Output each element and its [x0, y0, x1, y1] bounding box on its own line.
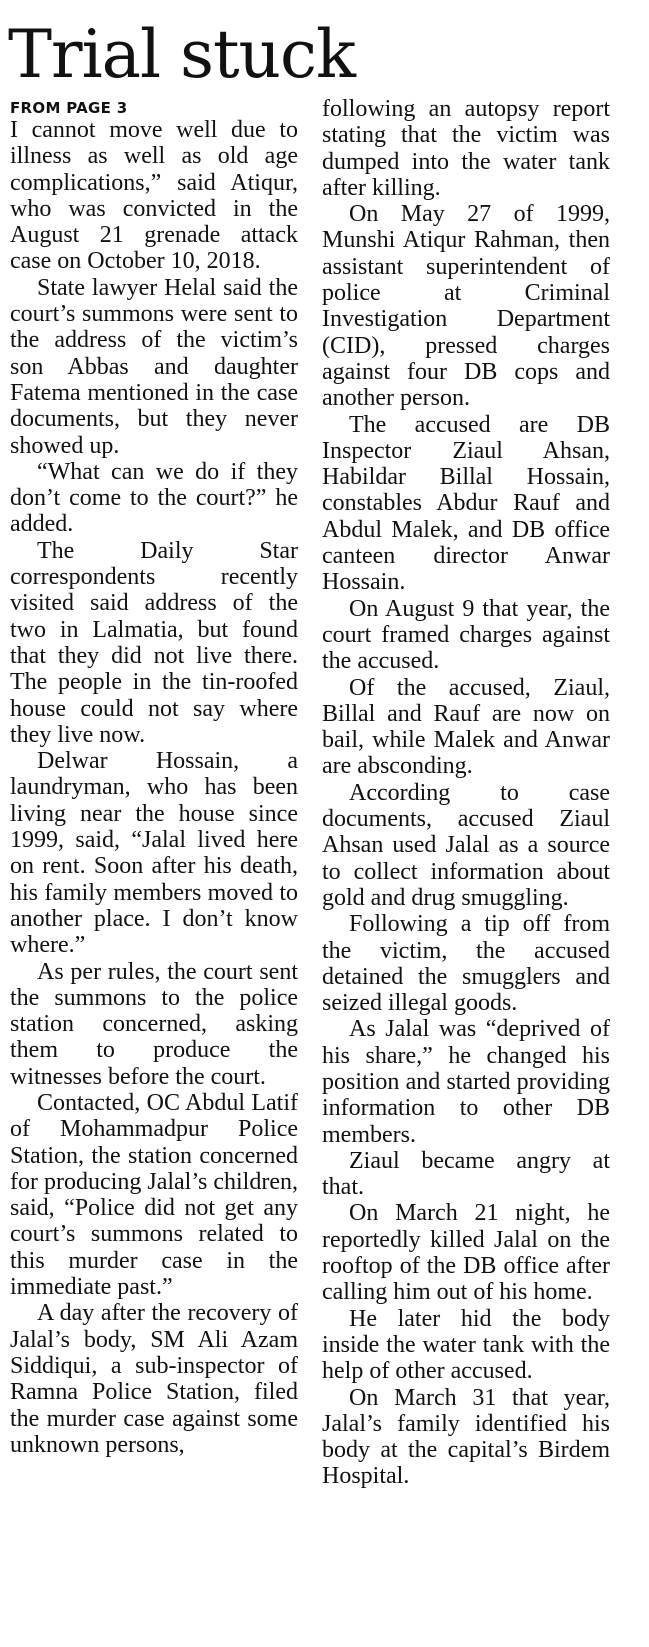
- paragraph: According to case documents, accused Ziaul Ahsan used Jalal as a source to collect information about gold and drug smuggling.: [322, 779, 610, 911]
- paragraph: Following a tip off from the victim, the accused detained the smugglers and seized illegal goods.: [322, 911, 610, 1017]
- paragraph: Delwar Hossain, a laundryman, who has been living near the house since 1999, said, “Jalal lived here on rent. Soon after his death, his family members moved to another place. I don’t know where.”: [10, 748, 298, 959]
- paragraph: As Jalal was “deprived of his share,” he changed his position and started providing information to other DB members.: [322, 1016, 610, 1148]
- headline: Trial stuck: [8, 16, 355, 93]
- paragraph: I cannot move well due to illness as well as old age complications,” said Atiqur, who was convicted in the August 21 grenade attack case on October 10, 2018.: [10, 117, 298, 275]
- paragraph: On March 21 night, he reportedly killed Jalal on the rooftop of the DB office after calling him out of his home.: [322, 1200, 610, 1306]
- paragraph: As per rules, the court sent the summons to the police station concerned, asking them to produce the witnesses before the court.: [10, 958, 298, 1090]
- paragraph: The Daily Star correspondents recently visited said address of the two in Lalmatia, but found that they did not live there. The people in the tin-roofed house could not say where they live now.: [10, 537, 298, 748]
- paragraph: A day after the recovery of Jalal’s body, SM Ali Azam Siddiqui, a sub-inspector of Ramna Police Station, filed the murder case against some unknown persons,: [10, 1300, 298, 1458]
- paragraph: On May 27 of 1999, Munshi Atiqur Rahman, then assistant superintendent of police at Criminal Investigation Department (CID), pressed charges against four DB cops and another person.: [322, 201, 610, 412]
- article-column-right: [322, 96, 610, 1490]
- paragraph: “What can we do if they don’t come to the court?” he added.: [10, 458, 298, 538]
- paragraph: He later hid the body inside the water tank with the help of other accused.: [322, 1305, 610, 1385]
- paragraph: On March 31 that year, Jalal’s family identified his body at the capital’s Birdem Hospital.: [322, 1384, 610, 1490]
- paragraph: The accused are DB Inspector Ziaul Ahsan, Habildar Billal Hossain, constables Abdur Rauf and Abdul Malek, and DB office canteen director Anwar Hossain.: [322, 411, 610, 596]
- paragraph: Of the accused, Ziaul, Billal and Rauf are now on bail, while Malek and Anwar are absconding.: [322, 674, 610, 780]
- paragraph: Contacted, OC Abdul Latif of Mohammadpur Police Station, the station concerned for producing Jalal’s children, said, “Police did not get any court’s summons related to this murder case in the immediate past.”: [10, 1089, 298, 1301]
- paragraph: following an autopsy report stating that the victim was dumped into the water tank after killing.: [322, 96, 610, 201]
- article-column-left: [10, 98, 298, 1458]
- continuation-kicker: FROM PAGE 3: [10, 99, 128, 117]
- paragraph: State lawyer Helal said the court’s summons were sent to the address of the victim’s son Abbas and daughter Fatema mentioned in the case documents, but they never showed up.: [10, 274, 298, 459]
- paragraph: Ziaul became angry at that.: [322, 1147, 610, 1201]
- paragraph: On August 9 that year, the court framed charges against the accused.: [322, 595, 610, 675]
